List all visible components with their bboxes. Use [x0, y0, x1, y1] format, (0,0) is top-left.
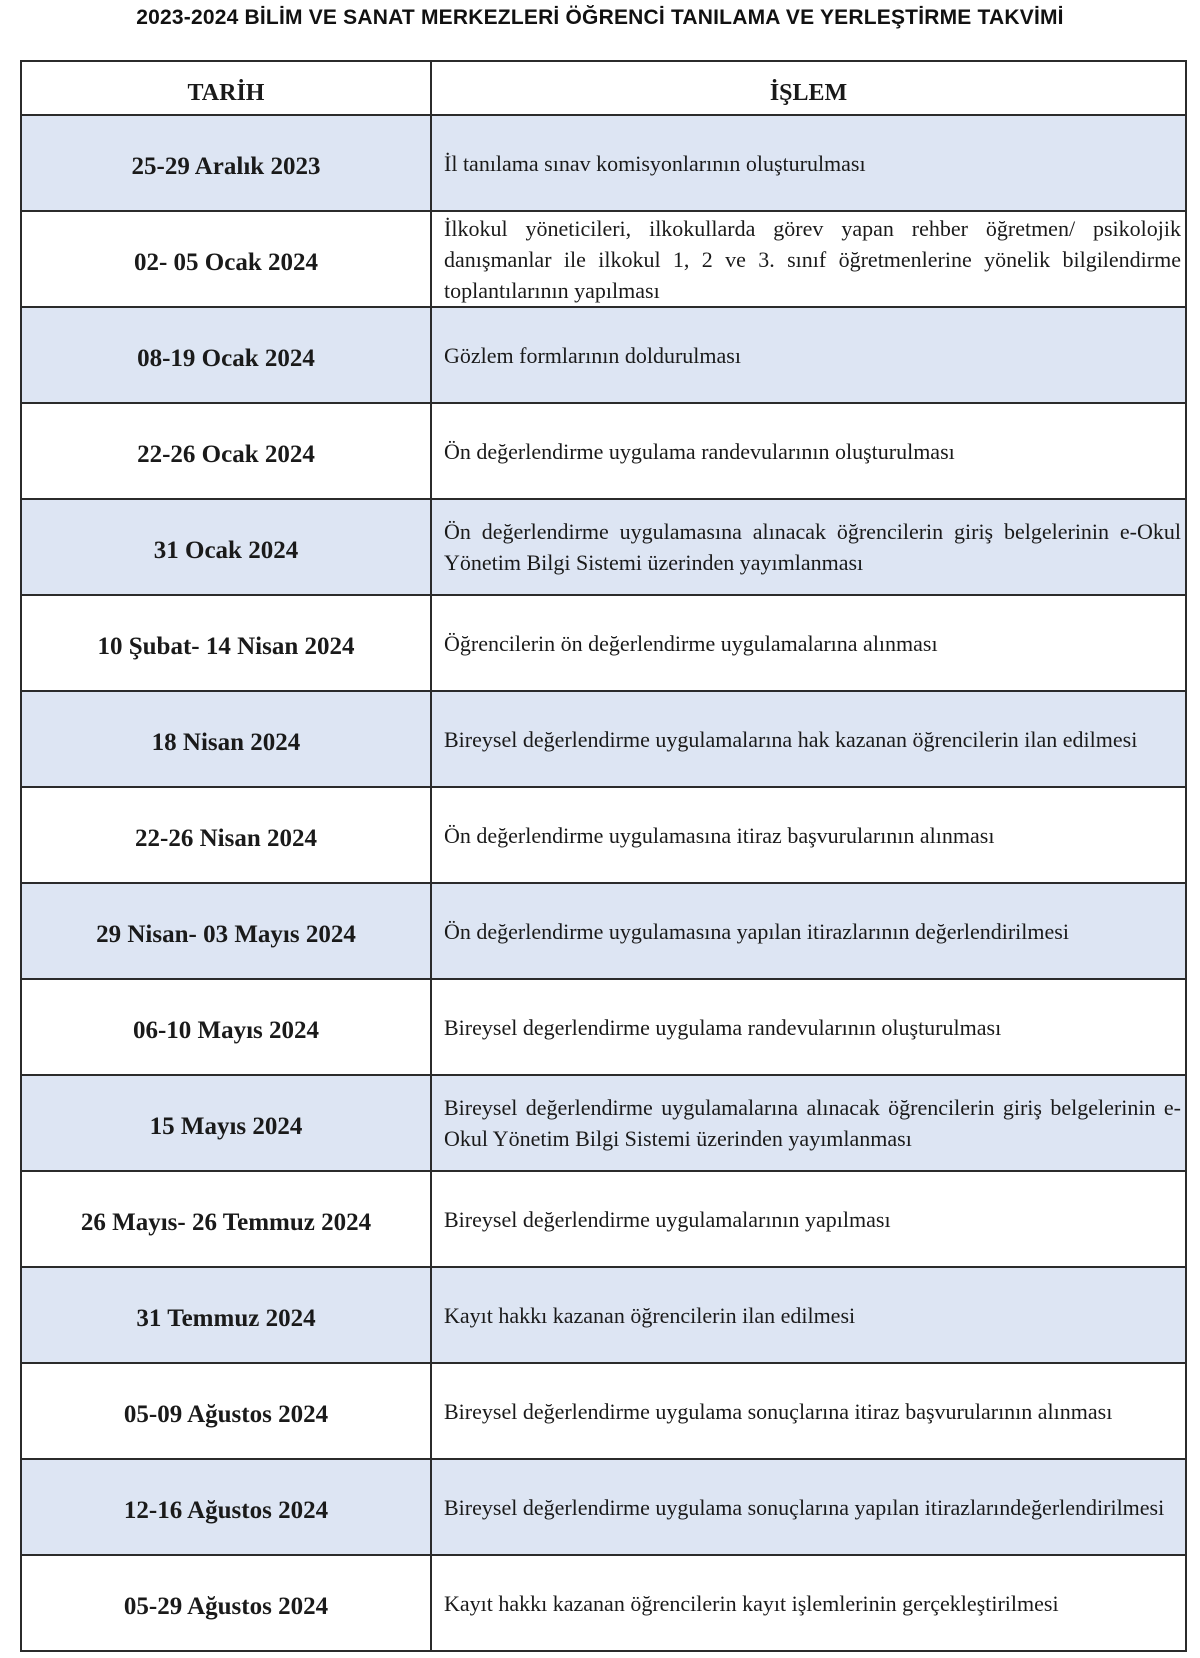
date-cell: 05-09 Ağustos 2024 [21, 1363, 431, 1459]
table-row [21, 115, 1186, 211]
table-row [21, 307, 1186, 403]
table-row [21, 1267, 1186, 1363]
operation-cell: Ön değerlendirme uygulamasına alınacak öğrencilerin giriş belgelerinin e-Okul Yönetim Bilgi Sistemi üzerinden yayımlanması [431, 499, 1186, 595]
calendar-table [20, 60, 1187, 1652]
operation-cell: Ön değerlendirme uygulamasına itiraz başvurularının alınması [431, 787, 1186, 883]
operation-cell: Gözlem formlarının doldurulması [431, 307, 1186, 403]
date-cell: 18 Nisan 2024 [21, 691, 431, 787]
date-cell: 08-19 Ocak 2024 [21, 307, 431, 403]
table-row [21, 1075, 1186, 1171]
operation-cell: Bireysel değerlendirme uygulamalarının yapılması [431, 1171, 1186, 1267]
table-header-row [21, 61, 1186, 115]
date-cell: 22-26 Ocak 2024 [21, 403, 431, 499]
table-row [21, 1459, 1186, 1555]
operation-cell: Bireysel değerlendirme uygulamalarına hak kazanan öğrencilerin ilan edilmesi [431, 691, 1186, 787]
table-row [21, 787, 1186, 883]
date-cell: 05-29 Ağustos 2024 [21, 1555, 431, 1651]
operation-cell: Öğrencilerin ön değerlendirme uygulamalarına alınması [431, 595, 1186, 691]
table-row [21, 1555, 1186, 1651]
date-cell: 29 Nisan- 03 Mayıs 2024 [21, 883, 431, 979]
table-row [21, 691, 1186, 787]
operation-cell: Ön değerlendirme uygulamasına yapılan itirazlarının değerlendirilmesi [431, 883, 1186, 979]
table-row [21, 979, 1186, 1075]
table-row [21, 403, 1186, 499]
operation-cell: Bireysel değerlendirme uygulamalarına alınacak öğrencilerin giriş belgelerinin e-Okul Yönetim Bilgi Sistemi üzerinden yayımlanması [431, 1075, 1186, 1171]
date-cell: 26 Mayıs- 26 Temmuz 2024 [21, 1171, 431, 1267]
date-cell: 10 Şubat- 14 Nisan 2024 [21, 595, 431, 691]
table-row [21, 1171, 1186, 1267]
table-row [21, 1363, 1186, 1459]
date-cell: 31 Temmuz 2024 [21, 1267, 431, 1363]
operation-cell: Bireysel degerlendirme uygulama randevularının oluşturulması [431, 979, 1186, 1075]
page-title: 2023-2024 BİLİM VE SANAT MERKEZLERİ ÖĞRENCİ TANILAMA VE YERLEŞTİRME TAKVİMİ [136, 6, 1064, 29]
date-cell: 06-10 Mayıs 2024 [21, 979, 431, 1075]
date-cell: 12-16 Ağustos 2024 [21, 1459, 431, 1555]
column-header-operation: İŞLEM [431, 61, 1186, 115]
table-row [21, 211, 1186, 307]
date-cell: 15 Mayıs 2024 [21, 1075, 431, 1171]
operation-cell: İlkokul yöneticileri, ilkokullarda görev yapan rehber öğretmen/ psikolojik danışmanlar ile ilkokul 1, 2 ve 3. sınıf öğretmenlerine yönelik bilgilendirme toplantılarının yapılması [431, 211, 1186, 307]
table-row [21, 595, 1186, 691]
operation-cell: Bireysel değerlendirme uygulama sonuçlarına itiraz başvurularının alınması [431, 1363, 1186, 1459]
column-header-date: TARİH [21, 61, 431, 115]
operation-cell: Bireysel değerlendirme uygulama sonuçlarına yapılan itirazlarındeğerlendirilmesi [431, 1459, 1186, 1555]
date-cell: 22-26 Nisan 2024 [21, 787, 431, 883]
table-row [21, 499, 1186, 595]
date-cell: 31 Ocak 2024 [21, 499, 431, 595]
operation-cell: Ön değerlendirme uygulama randevularının oluşturulması [431, 403, 1186, 499]
date-cell: 25-29 Aralık 2023 [21, 115, 431, 211]
operation-cell: İl tanılama sınav komisyonlarının oluşturulması [431, 115, 1186, 211]
operation-cell: Kayıt hakkı kazanan öğrencilerin kayıt işlemlerinin gerçekleştirilmesi [431, 1555, 1186, 1651]
date-cell: 02- 05 Ocak 2024 [21, 211, 431, 307]
operation-cell: Kayıt hakkı kazanan öğrencilerin ilan edilmesi [431, 1267, 1186, 1363]
table-row [21, 883, 1186, 979]
